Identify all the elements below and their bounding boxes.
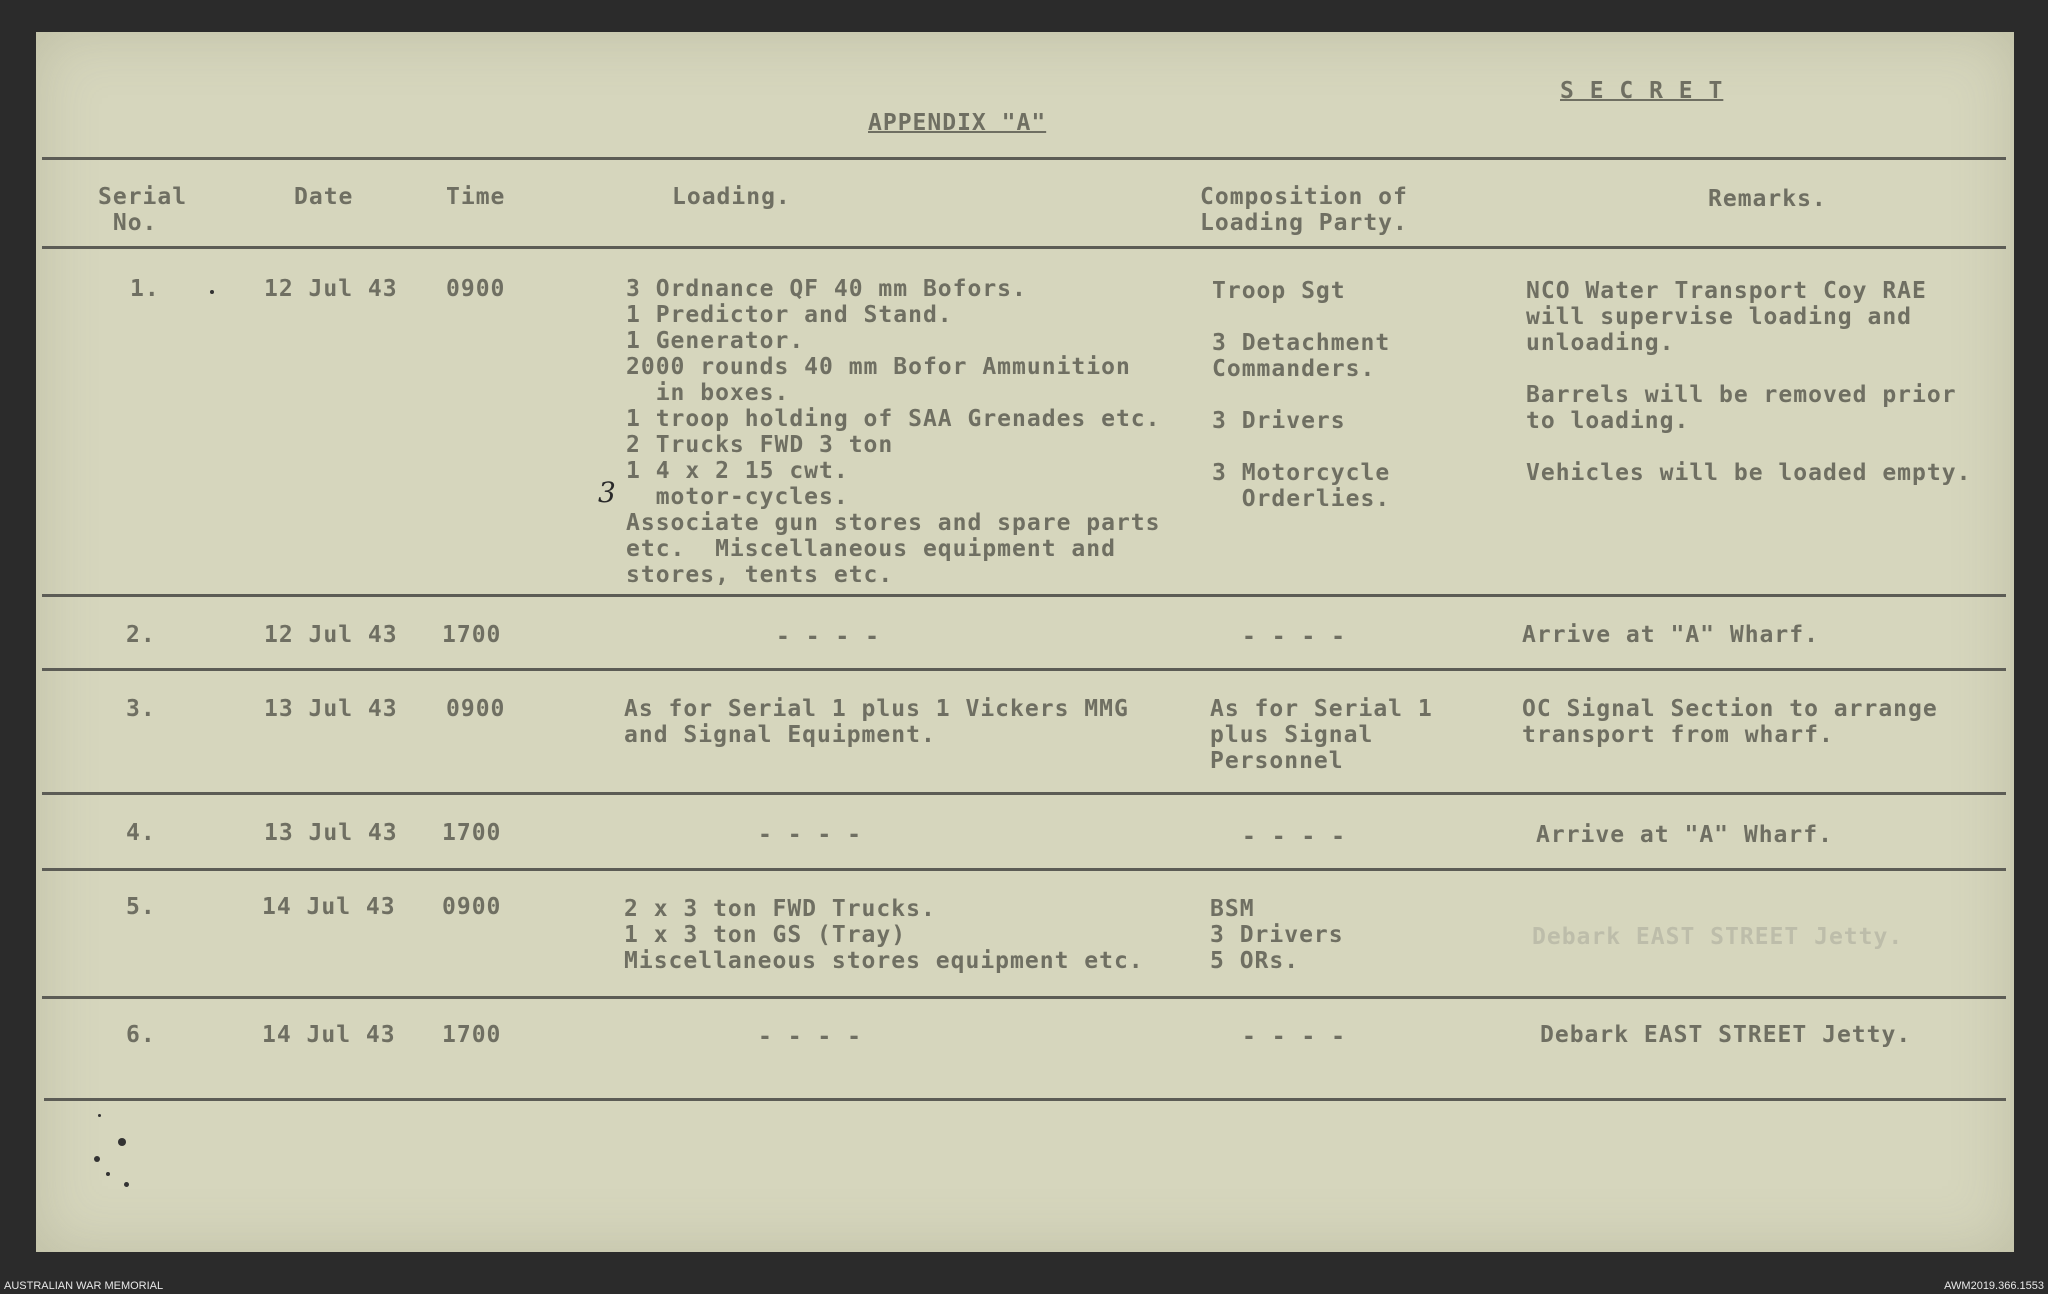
row5-loading: 2 x 3 ton FWD Trucks. 1 x 3 ton GS (Tray) Miscellaneous stores equipment etc. [624,896,1144,974]
row2-time: 1700 [442,622,502,648]
classification-stamp: S E C R E T [1560,78,1724,104]
row1-composition: Troop Sgt 3 Detachment Commanders. 3 Drivers 3 Motorcycle Orderlies. [1212,278,1391,512]
row5-serial: 5. [126,894,156,920]
row4-serial: 4. [126,820,156,846]
row2-remarks: Arrive at "A" Wharf. [1522,622,1819,648]
row4-rule [42,868,2006,871]
document-title: APPENDIX "A" [868,110,1047,136]
header-loading: Loading. [672,184,791,210]
row4-time: 1700 [442,820,502,846]
row5-rule [42,996,2006,999]
handwritten-note: 3 [598,476,616,509]
row6-remarks: Debark EAST STREET Jetty. [1540,1022,1912,1048]
row4-remarks: Arrive at "A" Wharf. [1536,822,1833,848]
row1-loading: 3 Ordnance QF 40 mm Bofors. 1 Predictor and Stand. 1 Generator. 2000 rounds 40 mm Bofor Ammunition in boxes. 1 troop holding of SAA Grenades etc. 2 Trucks FWD 3 ton 1 4 x 2 15 cwt. motor-cycles. Associate gun stores and spare parts etc. Miscellaneous equipment and stores, tents etc. [626,276,1161,588]
row3-remarks: OC Signal Section to arrange transport from wharf. [1522,696,1938,748]
footer-credit: AUSTRALIAN WAR MEMORIAL [4,1280,164,1292]
header-rule [42,246,2006,249]
row3-rule [42,792,2006,795]
row1-remarks: NCO Water Transport Coy RAE will supervise loading and unloading. Barrels will be removed prior to loading. Vehicles will be loaded empty. [1526,278,1972,486]
top-rule [42,157,2006,160]
row6-loading: - - - - [758,1024,862,1050]
row2-rule [42,668,2006,671]
row3-date: 13 Jul 43 [264,696,398,722]
header-composition: Composition of Loading Party. [1200,184,1408,236]
header-date: Date [294,184,354,210]
row1-serial: 1. [130,276,160,302]
row6-serial: 6. [126,1022,156,1048]
row3-time: 0900 [446,696,506,722]
header-remarks: Remarks. [1708,186,1827,212]
row1-rule [42,594,2006,597]
row1-time: 0900 [446,276,506,302]
punch-mark [106,1172,110,1176]
row2-date: 12 Jul 43 [264,622,398,648]
row2-composition: - - - - [1242,624,1346,650]
bottom-rule [44,1098,2006,1101]
header-serial: Serial No. [98,184,188,236]
punch-mark [124,1182,129,1187]
row2-serial: 2. [126,622,156,648]
row2-loading: - - - - [776,624,880,650]
row4-composition: - - - - [1242,824,1346,850]
row6-date: 14 Jul 43 [262,1022,396,1048]
row5-remarks-faded: Debark EAST STREET Jetty. [1532,924,1904,950]
row4-loading: - - - - [758,822,862,848]
punch-mark [118,1138,126,1146]
row5-composition: BSM 3 Drivers 5 ORs. [1210,896,1344,974]
punch-mark [98,1114,101,1117]
header-time: Time [446,184,506,210]
row1-date: 12 Jul 43 [264,276,398,302]
row3-composition: As for Serial 1 plus Signal Personnel [1210,696,1433,774]
row6-composition: - - - - [1242,1024,1346,1050]
document-page [36,32,2014,1252]
punch-mark [94,1156,100,1162]
row3-loading: As for Serial 1 plus 1 Vickers MMG and Signal Equipment. [624,696,1129,748]
footer-accession-number: AWM2019.366.1553 [1944,1280,2044,1292]
row5-date: 14 Jul 43 [262,894,396,920]
paper-mark [210,290,214,294]
row4-date: 13 Jul 43 [264,820,398,846]
row6-time: 1700 [442,1022,502,1048]
row5-time: 0900 [442,894,502,920]
row3-serial: 3. [126,696,156,722]
